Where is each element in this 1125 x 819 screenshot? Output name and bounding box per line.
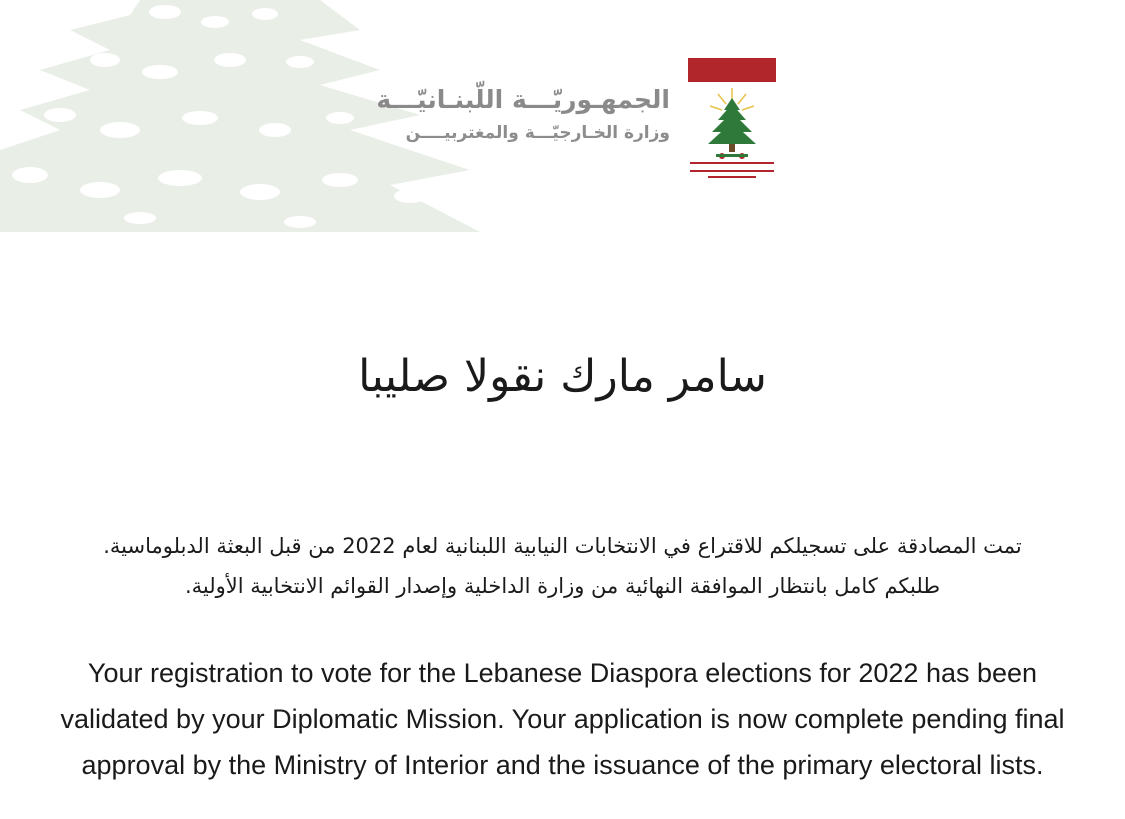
english-message-line-1: Your registration to vote for the Lebanese Diaspora elections for 2022 has been [87,658,1038,688]
arabic-confirmation-message [0,526,1125,606]
letterhead-header [0,0,1125,232]
voter-name: سامر مارك نقولا صليبا [358,351,767,402]
ministry-name-block [340,82,670,148]
lebanese-cedar-emblem-icon [688,58,778,184]
english-confirmation-message [0,650,1125,788]
english-message-line-3: approval by the Ministry of Interior and the issuance of the primary electoral lists. [81,750,1044,780]
republic-name: الجمهـوريّـــة اللّبنـانيّـــة [376,85,670,114]
english-message-line-2: validated by your Diplomatic Mission. Your application is now complete pending final [60,704,1065,734]
arabic-message-line-1: تمت المصادقة على تسجيلكم للاقتراع في الانتخابات النيابية اللبنانية لعام 2022 من قبل البعثة الدبلوماسية. [103,534,1022,558]
ministry-name: وزارة الخـارجيّـــة والمغتربيــــن [405,123,670,143]
arabic-message-line-2: طلبكم كامل بانتظار الموافقة النهائية من وزارة الداخلية وإصدار القوائم الانتخابية الأولية. [184,574,941,598]
